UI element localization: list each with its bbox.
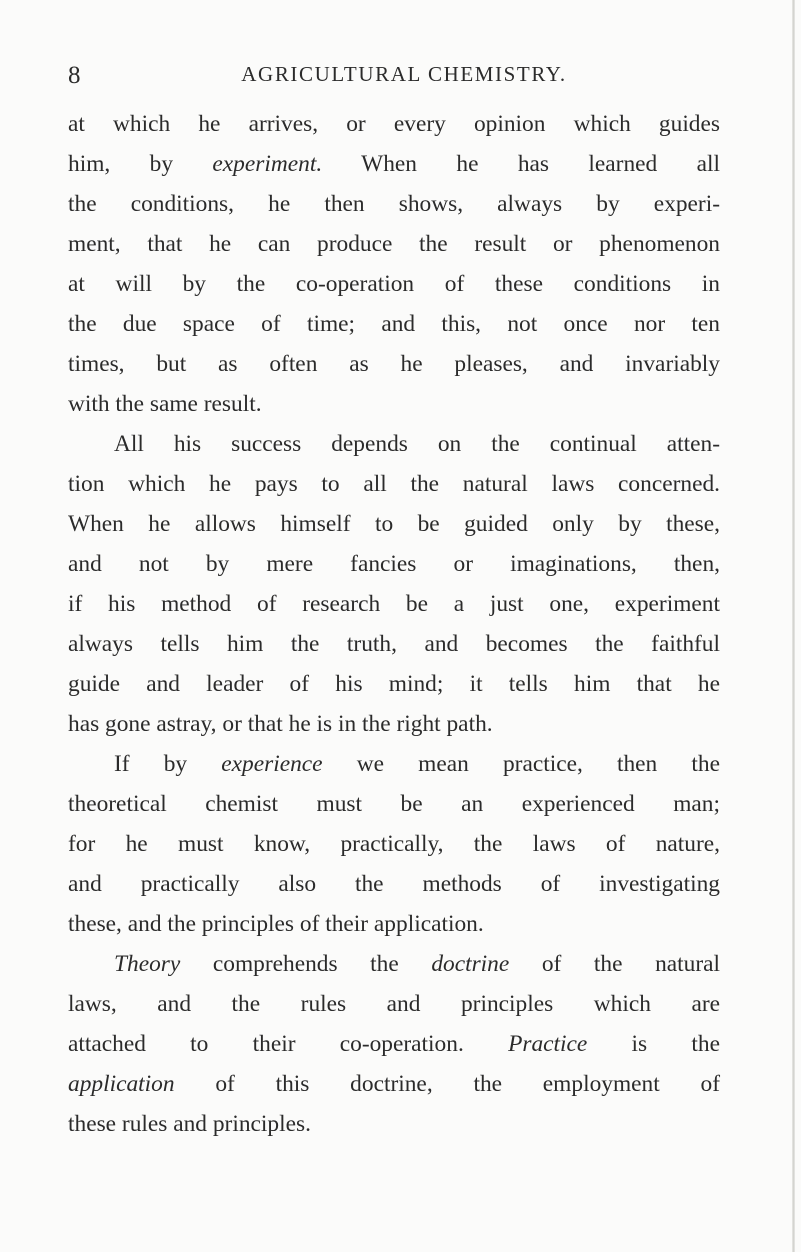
- text-line: application of this doctrine, the employment of: [68, 1071, 720, 1097]
- page-header: [68, 62, 720, 92]
- running-head: AGRICULTURAL CHEMISTRY.: [241, 62, 567, 86]
- text-line: guide and leader of his mind; it tells him that he: [68, 671, 720, 697]
- text-line: the due space of time; and this, not once nor ten: [68, 311, 720, 337]
- page-number: 8: [68, 62, 81, 89]
- text-line: the conditions, he then shows, always by experi-: [68, 191, 720, 217]
- text-line: If by experience we mean practice, then the: [114, 751, 720, 777]
- text-line: theoretical chemist must be an experienced man;: [68, 791, 720, 817]
- text-line: for he must know, practically, the laws of nature,: [68, 831, 720, 857]
- text-line: at which he arrives, or every opinion which guides: [68, 111, 720, 137]
- text-line: tion which he pays to all the natural laws concerned.: [68, 471, 720, 497]
- text-line: always tells him the truth, and becomes the faithful: [68, 631, 720, 657]
- text-line: times, but as often as he pleases, and invariably: [68, 351, 720, 377]
- text-line: laws, and the rules and principles which are: [68, 991, 720, 1017]
- text-line: him, by experiment. When he has learned all: [68, 151, 720, 177]
- text-line: at will by the co-operation of these conditions in: [68, 271, 720, 297]
- text-line: has gone astray, or that he is in the right path.: [68, 711, 493, 737]
- text-line: When he allows himself to be guided only by these,: [68, 511, 720, 537]
- page-edge: [792, 0, 795, 1252]
- text-line: with the same result.: [68, 391, 262, 417]
- body-text: [68, 104, 720, 1144]
- text-line: All his success depends on the continual atten-: [114, 431, 720, 457]
- text-line: attached to their co-operation. Practice is the: [68, 1031, 720, 1057]
- text-line: and practically also the methods of investigating: [68, 871, 720, 897]
- text-line: ment, that he can produce the result or phenomenon: [68, 231, 720, 257]
- text-line: if his method of research be a just one, experiment: [68, 591, 720, 617]
- text-line: Theory comprehends the doctrine of the natural: [114, 951, 721, 977]
- text-line: these, and the principles of their application.: [68, 911, 484, 937]
- text-line: and not by mere fancies or imaginations, then,: [68, 551, 720, 577]
- text-line: these rules and principles.: [68, 1111, 311, 1137]
